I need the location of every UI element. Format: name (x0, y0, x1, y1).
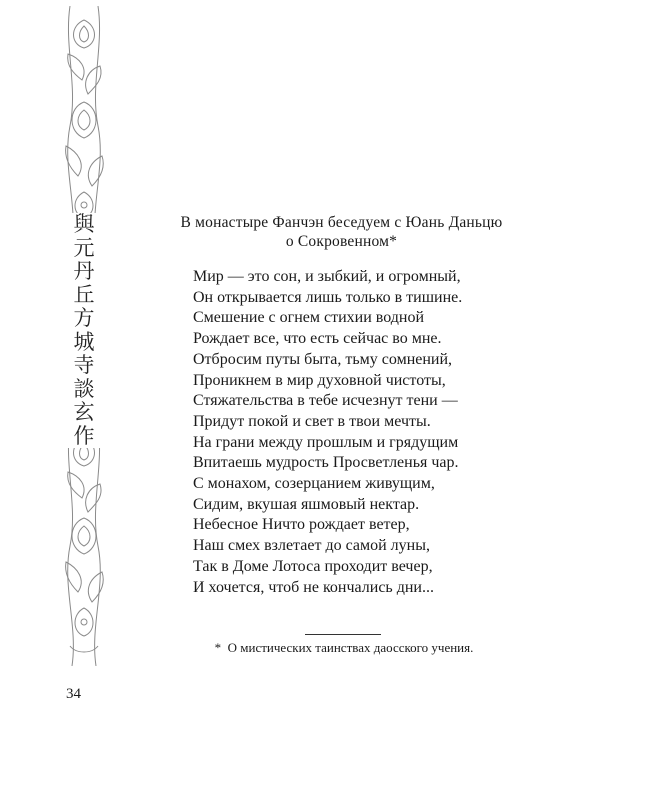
poem-line: Небесное Ничто рождает ветер, (193, 516, 410, 534)
footnote-text: О мистических таинствах даосского учения. (227, 640, 474, 655)
title-char: 玄 (73, 400, 95, 424)
poem-line: Впитаешь мудрость Просветленья чар. (193, 454, 459, 472)
title-char: 寺 (73, 353, 95, 377)
poem-body (193, 267, 523, 598)
title-char: 丘 (73, 282, 95, 307)
vertical-chinese-title (67, 213, 101, 448)
poem-line: С монахом, созерцанием живущим, (193, 475, 435, 493)
footnote-divider (305, 634, 381, 635)
poem-line: Так в Доме Лотоса проходит вечер, (193, 557, 433, 575)
poem-line: Придут покой и свет в твои мечты. (193, 412, 431, 430)
poem-line: Проникнем в мир духовной чистоты, (193, 371, 446, 389)
poem-title-line-2: о Сокровенном* (285, 233, 398, 250)
poem-line: На грани между прошлым и грядущим (193, 433, 459, 451)
title-char: 城 (73, 329, 95, 354)
poem-line: Рождает все, что есть сейчас во мне. (193, 330, 442, 348)
poem-line: Отбросим путы быта, тьму сомнений, (193, 350, 453, 368)
title-char: 方 (73, 306, 95, 330)
poem-line: Смешение с огнем стихии водной (193, 309, 425, 327)
page-number: 34 (66, 686, 81, 702)
title-char: 談 (73, 376, 95, 401)
poem-title-line-1: В монастыре Фанчэн беседуем с Юань Даньцю (180, 214, 503, 231)
poem-title (155, 213, 528, 251)
poem-line: Стяжательства в тебе исчезнут тени — (193, 392, 458, 410)
poem-line: И хочется, чтоб не кончались дни... (193, 578, 434, 596)
poem-line: Мир — это сон, и зыбкий, и огромный, (193, 268, 461, 285)
footnote (150, 640, 538, 656)
poem-line: Сидим, вкушая яшмовый нектар. (193, 495, 420, 513)
title-char: 丹 (73, 259, 95, 283)
title-char: 元 (73, 235, 95, 260)
poem-line: Наш смех взлетает до самой луны, (193, 537, 430, 555)
footnote-marker: * (214, 640, 222, 655)
title-char: 與 (73, 212, 95, 236)
title-char: 作 (73, 423, 95, 448)
poem-line: Он открывается лишь только в тишине. (193, 288, 463, 306)
